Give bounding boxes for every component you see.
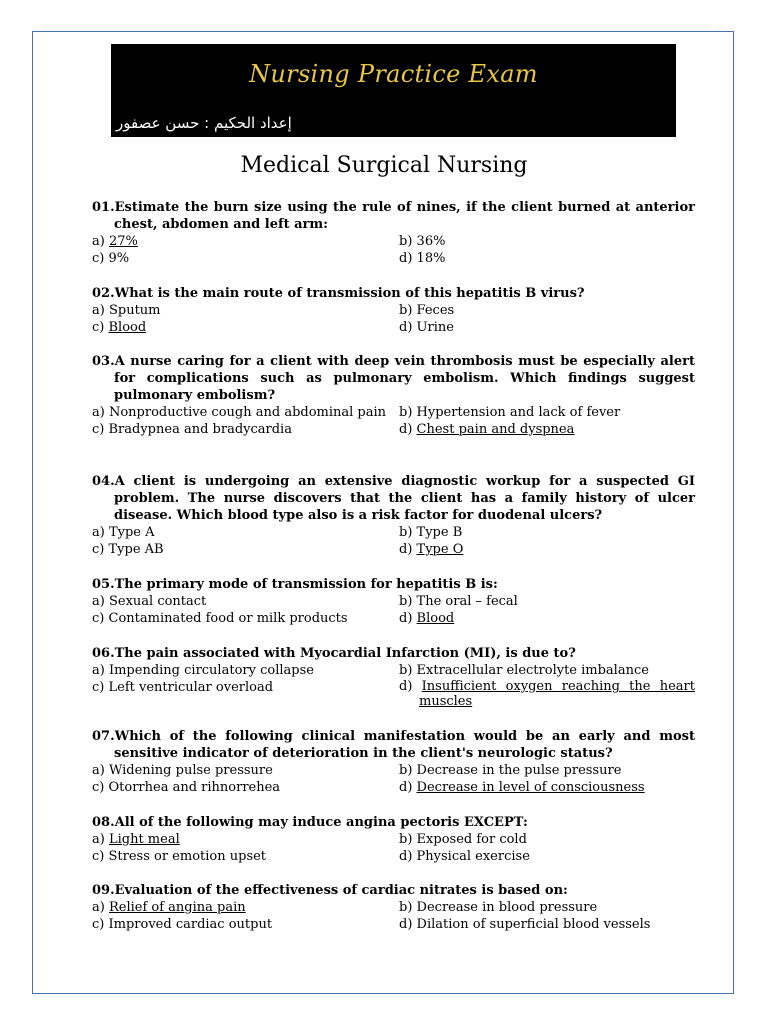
option-letter: b) [399, 234, 413, 249]
option-text: Feces [416, 303, 455, 318]
option-c [92, 250, 389, 267]
question-text: 07.Which of the following clinical manifestation would be an early and most sensitive indicator of deterioration in the client's neurologic status? [92, 729, 695, 761]
options [92, 233, 695, 267]
option-letter: a) [92, 832, 105, 847]
question-text: 09.Evaluation of the effectiveness of cardiac nitrates is based on: [92, 883, 568, 898]
option-letter: c) [92, 542, 105, 558]
option-text: Sputum [108, 303, 161, 318]
option-letter: d) [399, 917, 413, 933]
option-text: Extracellular electrolyte imbalance [416, 663, 649, 678]
option-letter: b) [399, 525, 413, 540]
option-text-answer: Chest pain and dyspnea [416, 422, 575, 438]
option-text: Bradypnea and bradycardia [108, 422, 292, 438]
option-text: 18% [416, 251, 446, 267]
option-text: Type AB [108, 542, 164, 558]
option-b [399, 233, 695, 250]
option-a [92, 762, 389, 779]
option-letter: c) [92, 611, 105, 627]
option-letter: a) [92, 594, 105, 609]
option-d [399, 679, 695, 709]
option-a [92, 524, 389, 541]
option-letter: c) [92, 849, 105, 865]
option-text: Improved cardiac output [108, 917, 273, 933]
option-a [92, 302, 389, 319]
option-text-answer: Light meal [108, 832, 180, 847]
option-letter: a) [92, 763, 105, 778]
options [92, 762, 695, 796]
option-b [399, 593, 695, 610]
option-text-answer: Decrease in level of consciousness [416, 780, 645, 796]
option-letter: a) [92, 405, 105, 420]
option-text-answer: Blood [108, 320, 147, 336]
option-c [92, 779, 389, 796]
question-5 [92, 576, 695, 627]
option-letter: d) [399, 422, 413, 438]
option-text: Otorrhea and rihnorrehea [108, 780, 281, 796]
question-7 [92, 728, 695, 796]
option-text: Nonproductive cough and abdominal pain [108, 405, 387, 420]
option-letter: a) [92, 234, 105, 249]
question-text: 08.All of the following may induce angina pectoris EXCEPT: [92, 815, 528, 830]
option-letter: c) [92, 320, 105, 336]
option-letter: b) [399, 763, 413, 778]
options [92, 899, 695, 933]
option-d [399, 319, 695, 336]
option-text-answer: Type O [416, 542, 464, 558]
option-letter: b) [399, 900, 413, 915]
option-text: Widening pulse pressure [108, 763, 273, 778]
question-text: 01.Estimate the burn size using the rule of nines, if the client burned at anterior chest, abdomen and left arm: [92, 200, 695, 232]
header-banner [111, 44, 676, 137]
option-letter: c) [92, 680, 105, 696]
option-text: Sexual contact [108, 594, 207, 609]
option-letter: b) [399, 405, 413, 420]
option-d [399, 610, 695, 627]
option-text: Decrease in blood pressure [416, 900, 598, 915]
option-a [92, 593, 389, 610]
option-d [399, 250, 695, 267]
option-b [399, 899, 695, 916]
option-letter: a) [92, 525, 105, 540]
option-a [92, 831, 389, 848]
question-text: 02.What is the main route of transmission of this hepatitis B virus? [92, 286, 585, 301]
option-text-answer: Relief of angina pain [108, 900, 246, 915]
option-b [399, 662, 695, 679]
question-2 [92, 285, 695, 336]
option-letter: d) [399, 780, 413, 796]
option-c [92, 541, 389, 558]
banner-title: Nursing Practice Exam [249, 60, 538, 88]
option-letter: d) [399, 611, 413, 627]
option-text: Exposed for cold [416, 832, 527, 847]
option-a [92, 899, 389, 916]
option-letter: c) [92, 917, 105, 933]
option-letter: c) [92, 251, 105, 267]
option-text-answer: 27% [108, 234, 138, 249]
options [92, 302, 695, 336]
option-d [399, 421, 695, 438]
option-letter: d) [399, 251, 413, 267]
option-b [399, 762, 695, 779]
question-text: 05.The primary mode of transmission for hepatitis B is: [92, 577, 498, 592]
option-a [92, 404, 389, 421]
option-d [399, 541, 695, 558]
option-text: Urine [416, 320, 454, 336]
options [92, 593, 695, 627]
option-letter: a) [92, 303, 105, 318]
option-text: The oral – fecal [416, 594, 518, 609]
option-letter: c) [92, 780, 105, 796]
option-text: Hypertension and lack of fever [416, 405, 621, 420]
option-text: Type A [108, 525, 155, 540]
option-letter: b) [399, 663, 413, 678]
question-9 [92, 882, 695, 933]
option-letter: c) [92, 422, 105, 438]
option-d [399, 848, 695, 865]
option-c [92, 610, 389, 627]
option-b [399, 404, 695, 421]
option-text: 9% [108, 251, 130, 267]
option-c [92, 319, 389, 336]
option-letter: b) [399, 832, 413, 847]
option-text: Impending circulatory collapse [108, 663, 314, 678]
option-text: Physical exercise [416, 849, 530, 865]
option-c [92, 848, 389, 865]
option-letter: d) [399, 849, 413, 865]
options [92, 831, 695, 865]
options [92, 404, 695, 438]
option-letter: d) [399, 320, 413, 336]
question-text: 03.A nurse caring for a client with deep vein thrombosis must be especially alert for complications such as pulmonary embolism. Which findings suggest pulmonary embolism? [92, 354, 695, 403]
option-letter: b) [399, 303, 413, 318]
option-text: Contaminated food or milk products [108, 611, 348, 627]
option-text: 36% [416, 234, 446, 249]
document-title: Medical Surgical Nursing [240, 153, 528, 178]
option-text-answer: Blood [416, 611, 455, 627]
option-letter: d) [399, 542, 413, 558]
option-a [92, 662, 389, 679]
question-text: 04.A client is undergoing an extensive diagnostic workup for a suspected GI problem. The nurse discovers that the client has a family history of ulcer disease. Which blood type also is a risk factor for duodenal ulcers? [92, 474, 695, 523]
options [92, 524, 695, 558]
banner-author: إعداد الحكيم : حسن عصفور [116, 114, 292, 132]
option-text-answer: Insufficient oxygen reaching the heart muscles [419, 679, 695, 710]
option-text: Type B [416, 525, 463, 540]
option-a [92, 233, 389, 250]
question-6 [92, 645, 695, 709]
question-4 [92, 473, 695, 558]
option-letter: d) [399, 679, 413, 695]
options [92, 662, 695, 709]
option-letter: a) [92, 663, 105, 678]
option-letter: b) [399, 594, 413, 609]
option-text: Dilation of superficial blood vessels [416, 917, 651, 933]
option-text: Stress or emotion upset [108, 849, 267, 865]
option-b [399, 524, 695, 541]
question-3 [92, 353, 695, 438]
question-text: 06.The pain associated with Myocardial Infarction (MI), is due to? [92, 646, 576, 661]
option-c [92, 679, 389, 709]
option-d [399, 916, 695, 933]
question-1 [92, 199, 695, 267]
option-b [399, 831, 695, 848]
option-d [399, 779, 695, 796]
option-text: Left ventricular overload [108, 680, 274, 696]
option-text: Decrease in the pulse pressure [416, 763, 622, 778]
option-c [92, 916, 389, 933]
question-8 [92, 814, 695, 865]
option-b [399, 302, 695, 319]
option-c [92, 421, 389, 438]
option-letter: a) [92, 900, 105, 915]
